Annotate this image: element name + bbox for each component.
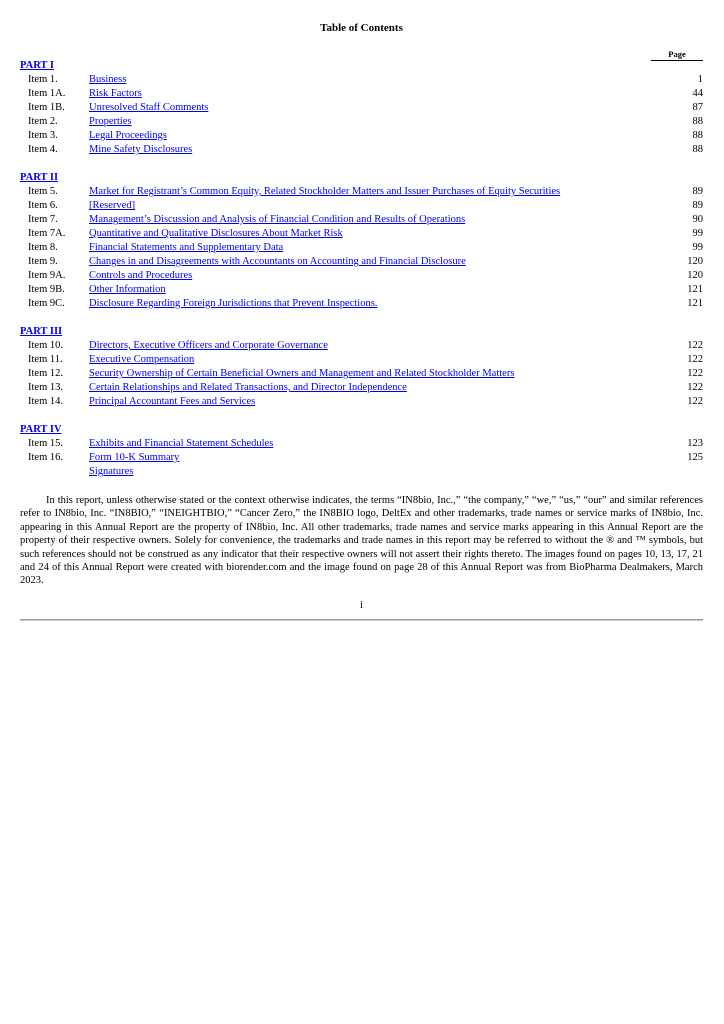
toc-row — [20, 73, 703, 87]
toc-row — [20, 115, 703, 129]
toc-item-link[interactable]: Signatures — [89, 466, 134, 477]
toc-item-number: Item 1B. — [28, 102, 65, 113]
toc-item-link[interactable]: Security Ownership of Certain Beneficial Owners and Management and Related Stockholder Matters — [89, 368, 515, 379]
toc-item-number: Item 2. — [28, 116, 58, 127]
toc-item-link[interactable]: Exhibits and Financial Statement Schedules — [89, 438, 274, 449]
toc-item-link[interactable]: Form 10-K Summary — [89, 452, 180, 463]
toc-item-page: 89 — [692, 200, 703, 211]
toc-item-link[interactable]: Legal Proceedings — [89, 130, 167, 141]
toc-item-link[interactable]: Mine Safety Disclosures — [89, 144, 193, 155]
toc-item-page: 120 — [687, 256, 703, 267]
toc-item-number: Item 6. — [28, 200, 58, 211]
toc-item-link[interactable]: Market for Registrant’s Common Equity, Related Stockholder Matters and Issuer Purchases of Equity Securities — [89, 186, 561, 197]
toc-item-link[interactable]: Changes in and Disagreements with Accountants on Accounting and Financial Disclosure — [89, 256, 466, 267]
toc-item-page: 44 — [692, 88, 703, 99]
toc-item-link[interactable]: Financial Statements and Supplementary Data — [89, 242, 284, 253]
toc-item-page: 120 — [687, 270, 703, 281]
toc-item-page: 125 — [687, 452, 703, 463]
toc-item-number: Item 4. — [28, 144, 58, 155]
toc-item-number: Item 14. — [28, 396, 63, 407]
toc-item-link[interactable]: Executive Compensation — [89, 354, 195, 365]
toc-row — [20, 129, 703, 143]
toc-item-number: Item 15. — [28, 438, 63, 449]
toc-row — [20, 339, 703, 353]
toc-item-page: 99 — [692, 228, 703, 239]
toc-item-page: 122 — [687, 340, 703, 351]
toc-item-page: 88 — [692, 144, 703, 155]
toc-item-number: Item 9A. — [28, 270, 66, 281]
toc-item-page: 122 — [687, 396, 703, 407]
toc-item-number: Item 12. — [28, 368, 63, 379]
toc-part-link[interactable]: PART IV — [20, 424, 62, 435]
trademark-paragraph: In this report, unless otherwise stated or the context otherwise indicates, the terms “IN8bio, Inc.,” “the company,” “we,” “us,” “our” and similar references refer to IN8bio, Inc. “IN8BIO,” “INEIGHTBIO,” “Cancer Zero,” the IN8BIO logo, DeltEx and other trademarks, trade names or service marks of IN8bio, Inc. appearing in this Annual Report are the property of IN8bio, Inc. All other trademarks, trade names and service marks appearing in this Annual Report are the property of their respective owners. Solely for convenience, the trademarks and trade names in this report may be referred to without the ® and ™ symbols, but such references should not be construed as any indicator that their respective owners will not assert their rights thereto. The images found on pages 10, 13, 17, 21 and 24 of this Annual Report were created with biorender.com and the image found on page 28 of this Annual Report was from BioPharma Dealmakers, March 2023. — [20, 495, 703, 587]
toc-row — [20, 395, 703, 409]
toc-item-page: 122 — [687, 382, 703, 393]
part-spacer — [20, 157, 703, 171]
toc-item-link[interactable]: [Reserved] — [89, 200, 136, 211]
toc-row — [20, 213, 703, 227]
part-spacer — [20, 409, 703, 423]
toc-row — [20, 451, 703, 465]
toc-item-page: 121 — [687, 298, 703, 309]
toc-item-number: Item 13. — [28, 382, 63, 393]
toc-item-link[interactable]: Controls and Procedures — [89, 270, 193, 281]
toc-item-page: 90 — [692, 214, 703, 225]
toc-row — [20, 297, 703, 311]
toc-item-number: Item 16. — [28, 452, 63, 463]
toc-item-link[interactable]: Directors, Executive Officers and Corporate Governance — [89, 340, 328, 351]
part-spacer — [20, 311, 703, 325]
toc-item-page: 99 — [692, 242, 703, 253]
toc-item-link[interactable]: Certain Relationships and Related Transactions, and Director Independence — [89, 382, 407, 393]
toc-item-number: Item 1A. — [28, 88, 66, 99]
toc-row — [20, 367, 703, 381]
toc-item-link[interactable]: Principal Accountant Fees and Services — [89, 396, 256, 407]
toc-item-number: Item 7A. — [28, 228, 66, 239]
toc-item-link[interactable]: Other Information — [89, 284, 166, 295]
toc-item-page: 123 — [687, 438, 703, 449]
toc-item-number: Item 11. — [28, 354, 63, 365]
page-number: i — [360, 600, 363, 611]
toc-row — [20, 381, 703, 395]
toc-item-page: 1 — [697, 74, 703, 85]
toc-part-link[interactable]: PART I — [20, 60, 54, 71]
toc-row — [20, 199, 703, 213]
toc-item-number: Item 9. — [28, 256, 58, 267]
table-of-contents — [20, 59, 703, 479]
toc-row — [20, 465, 703, 479]
toc-row — [20, 143, 703, 157]
page-column-header: Page — [651, 49, 703, 61]
toc-row — [20, 101, 703, 115]
toc-row — [20, 255, 703, 269]
toc-item-link[interactable]: Quantitative and Qualitative Disclosures About Market Risk — [89, 228, 343, 239]
toc-item-link[interactable]: Business — [89, 74, 127, 85]
toc-item-number: Item 7. — [28, 214, 58, 225]
toc-row — [20, 353, 703, 367]
toc-row — [20, 241, 703, 255]
toc-row — [20, 185, 703, 199]
toc-item-page: 122 — [687, 368, 703, 379]
toc-item-number: Item 5. — [28, 186, 58, 197]
toc-item-number: Item 3. — [28, 130, 58, 141]
toc-item-link[interactable]: Disclosure Regarding Foreign Jurisdictions that Prevent Inspections. — [89, 298, 378, 309]
toc-part-link[interactable]: PART II — [20, 172, 59, 183]
toc-item-number: Item 9C. — [28, 298, 65, 309]
toc-row — [20, 87, 703, 101]
toc-item-number: Item 9B. — [28, 284, 65, 295]
toc-item-link[interactable]: Risk Factors — [89, 88, 142, 99]
toc-part-link[interactable]: PART III — [20, 326, 63, 337]
toc-row — [20, 283, 703, 297]
toc-item-link[interactable]: Properties — [89, 116, 132, 127]
toc-item-number: Item 8. — [28, 242, 58, 253]
toc-item-page: 88 — [692, 130, 703, 141]
toc-item-number: Item 10. — [28, 340, 63, 351]
toc-item-page: 88 — [692, 116, 703, 127]
toc-row — [20, 227, 703, 241]
toc-item-page: 122 — [687, 354, 703, 365]
toc-item-link[interactable]: Management’s Discussion and Analysis of Financial Condition and Results of Operations — [89, 214, 466, 225]
page-divider — [20, 619, 703, 621]
toc-item-page: 121 — [687, 284, 703, 295]
toc-item-page: 87 — [692, 102, 703, 113]
toc-row — [20, 269, 703, 283]
toc-item-link[interactable]: Unresolved Staff Comments — [89, 102, 209, 113]
toc-item-page: 89 — [692, 186, 703, 197]
toc-row — [20, 437, 703, 451]
toc-title: Table of Contents — [320, 22, 403, 34]
toc-item-number: Item 1. — [28, 74, 58, 85]
